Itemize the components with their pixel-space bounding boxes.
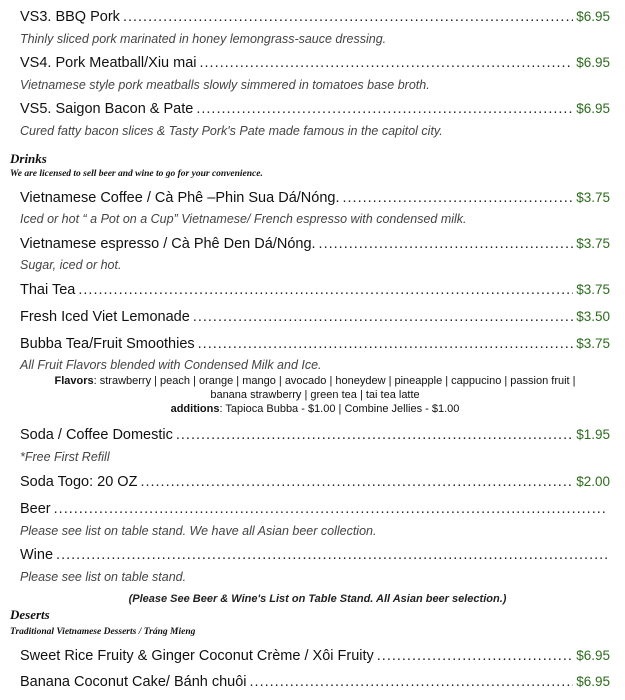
item-name: Soda / Coffee Domestic: [20, 427, 173, 443]
flavors-line: [20, 375, 610, 387]
item-name: VS5. Saigon Bacon & Pate: [20, 101, 194, 117]
menu-item-viet-espresso: [20, 236, 610, 252]
dot-leader: [250, 674, 574, 690]
item-name: Bubba Tea/Fruit Smoothies: [20, 336, 195, 352]
section-title-deserts: Deserts: [10, 607, 50, 622]
menu-item-wine: [20, 547, 610, 563]
section-title-drinks: Drinks: [10, 151, 47, 166]
item-description: Please see list on table stand. We have all Asian beer collection.: [20, 524, 377, 538]
beer-wine-note: (Please See Beer & Wine's List on Table Stand. All Asian beer selection.): [128, 593, 507, 605]
dot-leader: [123, 9, 573, 25]
item-price: $1.95: [576, 427, 610, 442]
item-description: All Fruit Flavors blended with Condensed Milk and Ice.: [20, 358, 322, 372]
dot-leader: [196, 101, 573, 117]
menu-item-soda-coffee: [20, 427, 610, 443]
dot-leader: [319, 236, 574, 252]
item-name: VS3. BBQ Pork: [20, 9, 120, 25]
item-price: $3.75: [576, 282, 610, 297]
menu-item-lemonade: [20, 309, 610, 325]
dot-leader: [193, 309, 573, 325]
item-name: Banana Coconut Cake/ Bánh chuôi: [20, 674, 247, 690]
menu-item-banana-cake: [20, 674, 610, 690]
flavors-label: Flavors: [54, 375, 94, 387]
item-description: Cured fatty bacon slices & Tasty Pork's Pate made famous in the capitol city.: [20, 124, 443, 138]
menu-item-beer: [20, 501, 610, 517]
dot-leader: [377, 648, 573, 664]
additions-label: additions: [170, 403, 220, 415]
dot-leader: [198, 336, 574, 352]
dot-leader: [342, 190, 573, 206]
item-name: Wine: [20, 547, 54, 563]
section-subtitle-deserts: Traditional Vietnamese Desserts / Tráng Mieng: [10, 627, 196, 637]
item-name: Soda Togo: 20 OZ: [20, 474, 138, 490]
item-name: Fresh Iced Viet Lemonade: [20, 309, 190, 325]
menu-item-vs4: [20, 55, 610, 71]
item-price: $6.95: [576, 55, 610, 70]
dot-leader: [78, 282, 573, 298]
item-name: VS4. Pork Meatball/Xiu mai: [20, 55, 197, 71]
menu-item-vs3: [20, 9, 610, 25]
dot-leader: [176, 427, 573, 443]
item-price: $3.75: [576, 236, 610, 251]
item-price: $6.95: [576, 101, 610, 116]
item-name: Vietnamese espresso / Cà Phê Den Dá/Nóng.: [20, 236, 316, 252]
flavors-line-2: banana strawberry | green tea | tai tea latte: [210, 389, 420, 401]
item-description: Vietnamese style pork meatballs slowly simmered in tomatoes base broth.: [20, 78, 430, 92]
item-price: $2.00: [576, 474, 610, 489]
dot-leader: [56, 547, 607, 563]
flavors-list: : strawberry | peach | orange | mango | avocado | honeydew | pineapple | cappucino | passion fruit |: [93, 375, 576, 387]
menu-item-bubba-tea: [20, 336, 610, 352]
item-name: Thai Tea: [20, 282, 76, 298]
item-name: Beer: [20, 501, 51, 517]
item-price: $6.95: [576, 9, 610, 24]
item-price: $6.95: [576, 648, 610, 663]
item-price: $3.50: [576, 309, 610, 324]
menu-item-sweet-rice: [20, 648, 610, 664]
additions-line: [20, 403, 610, 415]
item-description: Please see list on table stand.: [20, 570, 187, 584]
dot-leader: [200, 55, 574, 71]
dot-leader: [140, 474, 573, 490]
menu-item-vs5: [20, 101, 610, 117]
item-description: Sugar, iced or hot.: [20, 258, 122, 272]
menu-item-soda-togo: [20, 474, 610, 490]
item-price: $6.95: [576, 674, 610, 689]
menu-item-viet-coffee: [20, 190, 610, 206]
item-name: Sweet Rice Fruity & Ginger Coconut Crème / Xôi Fruity: [20, 648, 374, 664]
menu-item-thai-tea: [20, 282, 610, 298]
dot-leader: [54, 501, 607, 517]
item-description: Thinly sliced pork marinated in honey lemongrass-sauce dressing.: [20, 32, 387, 46]
section-subtitle-drinks: We are licensed to sell beer and wine to go for your convenience.: [10, 169, 263, 179]
item-price: $3.75: [576, 190, 610, 205]
item-description: *Free First Refill: [20, 450, 110, 464]
item-name: Vietnamese Coffee / Cà Phê –Phin Sua Dá/Nóng.: [20, 190, 340, 206]
item-price: $3.75: [576, 336, 610, 351]
additions-text: : Tapioca Bubba - $1.00 | Combine Jellies - $1.00: [219, 403, 460, 415]
item-description: Iced or hot “ a Pot on a Cup” Vietnamese/ French espresso with condensed milk.: [20, 212, 467, 226]
